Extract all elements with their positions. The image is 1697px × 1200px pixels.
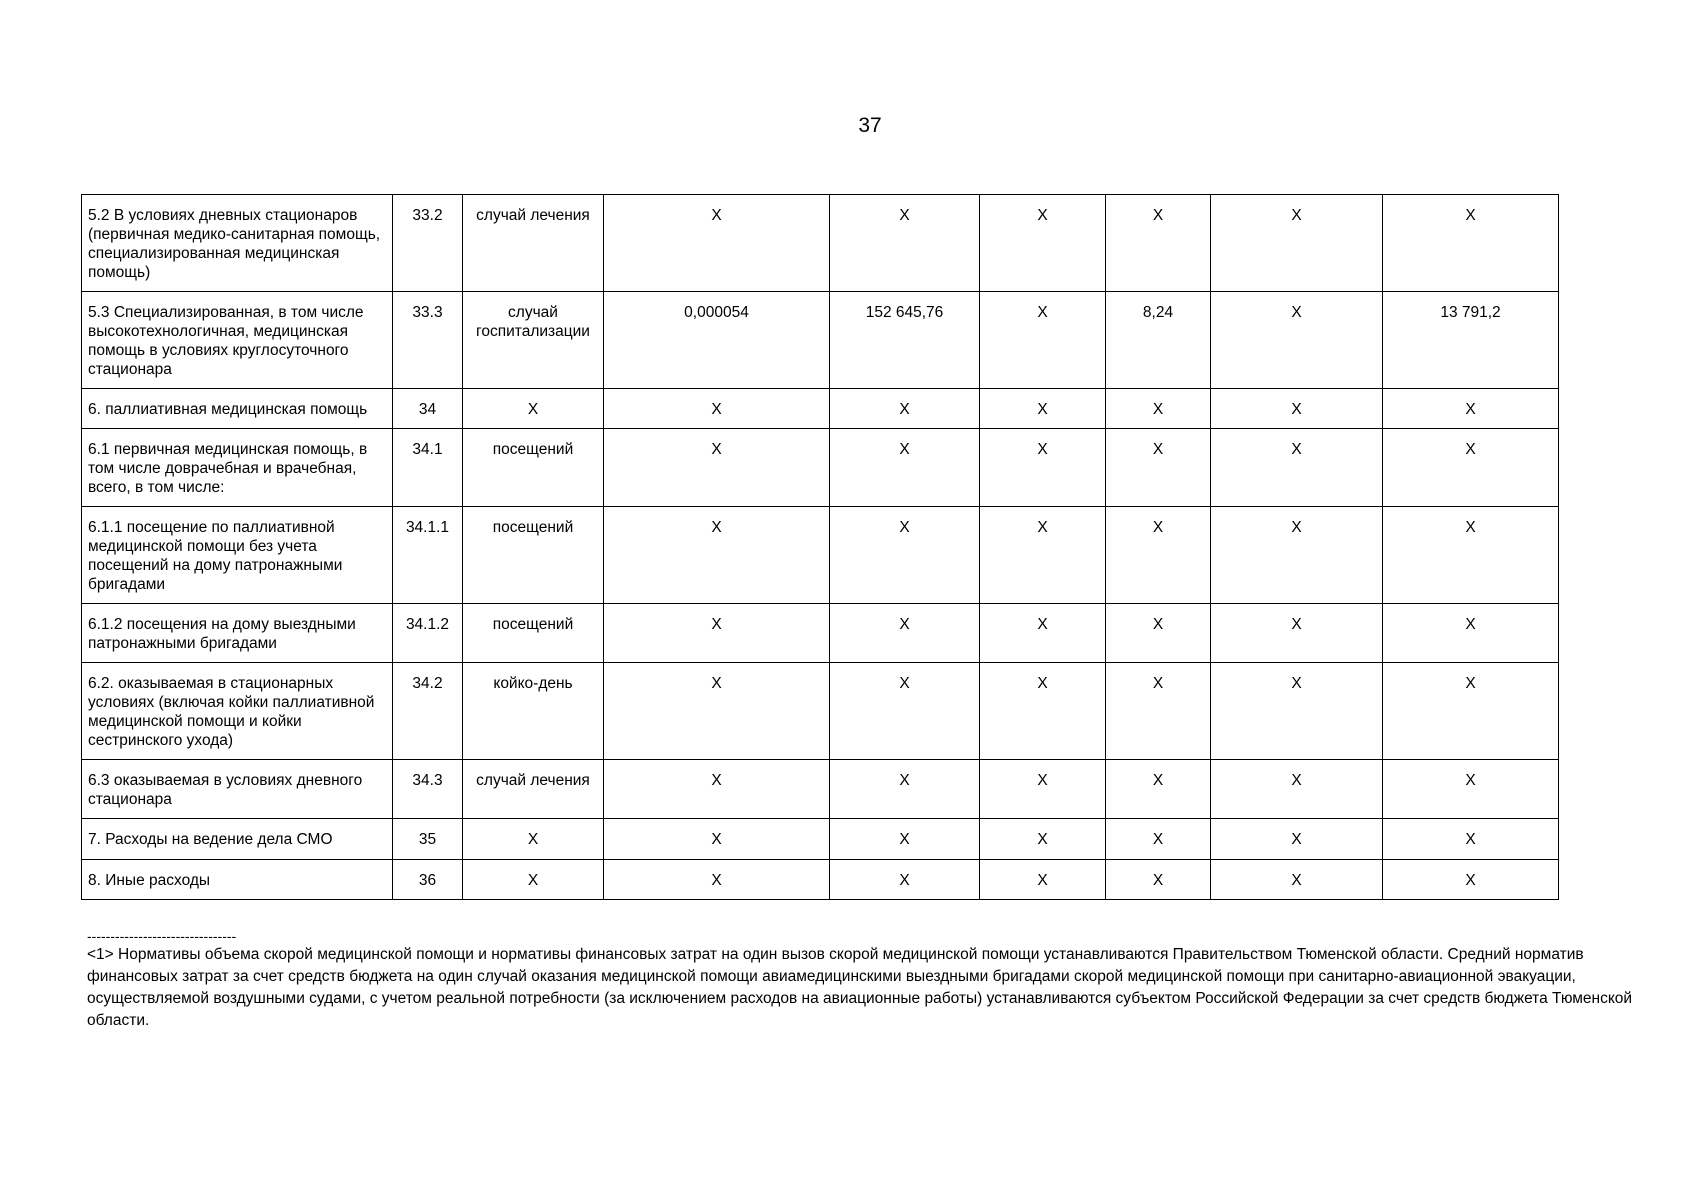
row-value-cell: X: [980, 507, 1106, 604]
table-row: [82, 389, 1559, 429]
row-value-cell: X: [830, 760, 980, 819]
row-value-cell: X: [980, 604, 1106, 663]
row-value-cell: X: [1383, 760, 1559, 819]
row-unit-cell: посещений: [463, 429, 604, 507]
row-code-cell: 33.3: [393, 292, 463, 389]
row-value-cell: X: [980, 389, 1106, 429]
row-unit-cell: койко-день: [463, 663, 604, 760]
row-code-cell: 36: [393, 860, 463, 900]
row-value-cell: X: [980, 760, 1106, 819]
row-value-cell: X: [1106, 819, 1211, 860]
row-value-cell: X: [830, 819, 980, 860]
row-value-cell: X: [1211, 507, 1383, 604]
table-row: [82, 819, 1559, 860]
row-value-cell: X: [604, 195, 830, 292]
table-row: [82, 195, 1559, 292]
row-name-cell: 6.1.2 посещения на дому выездными патронажными бригадами: [82, 604, 393, 663]
row-value-cell: X: [1106, 860, 1211, 900]
footnote-text: <1> Нормативы объема скорой медицинской помощи и нормативы финансовых затрат на один вызов скорой медицинской помощи устанавливаются Правительством Тюменской области. Средний норматив финансовых затрат за счет средств бюджета на один случай оказания медицинской помощи авиамедицинскими выездными бригадами скорой медицинской помощи при санитарно-авиационной эвакуации, осуществляемой воздушными судами, с учетом реальной потребности (за исключением расходов на авиационные работы) устанавливаются субъектом Российской Федерации за счет средств бюджета Тюменской области.: [87, 946, 1633, 1029]
row-value-cell: X: [1383, 604, 1559, 663]
row-unit-cell: случай лечения: [463, 760, 604, 819]
row-name-cell: 6.3 оказываемая в условиях дневного стационара: [82, 760, 393, 819]
row-name-cell: 5.2 В условиях дневных стационаров (первичная медико-санитарная помощь, специализированная медицинская помощь): [82, 195, 393, 292]
row-name-cell: 7. Расходы на ведение дела СМО: [82, 819, 393, 860]
row-value-cell: X: [830, 389, 980, 429]
table-row: [82, 292, 1559, 389]
row-value-cell: 152 645,76: [830, 292, 980, 389]
row-code-cell: 33.2: [393, 195, 463, 292]
row-value-cell: X: [1211, 604, 1383, 663]
row-value-cell: X: [980, 195, 1106, 292]
row-value-cell: X: [830, 663, 980, 760]
footnote: [87, 928, 1647, 1032]
row-value-cell: X: [1211, 389, 1383, 429]
footnote-separator: --------------------------------: [87, 928, 237, 944]
row-value-cell: X: [1106, 389, 1211, 429]
row-value-cell: X: [1211, 819, 1383, 860]
row-value-cell: X: [980, 429, 1106, 507]
row-value-cell: X: [604, 663, 830, 760]
row-code-cell: 35: [393, 819, 463, 860]
financing-norms-table: [81, 194, 1559, 900]
row-code-cell: 34.2: [393, 663, 463, 760]
row-value-cell: X: [1211, 760, 1383, 819]
row-value-cell: X: [980, 663, 1106, 760]
row-name-cell: 6. паллиативная медицинская помощь: [82, 389, 393, 429]
row-unit-cell: случай лечения: [463, 195, 604, 292]
row-value-cell: X: [604, 507, 830, 604]
row-unit-cell: случай госпитализации: [463, 292, 604, 389]
row-value-cell: X: [1106, 429, 1211, 507]
table-row: [82, 429, 1559, 507]
page-number: 37: [858, 114, 882, 137]
row-name-cell: 6.2. оказываемая в стационарных условиях (включая койки паллиативной медицинской помощи и койки сестринского ухода): [82, 663, 393, 760]
row-value-cell: X: [1106, 195, 1211, 292]
row-unit-cell: посещений: [463, 507, 604, 604]
table-row: [82, 760, 1559, 819]
row-value-cell: X: [830, 860, 980, 900]
row-value-cell: X: [980, 819, 1106, 860]
row-value-cell: X: [830, 604, 980, 663]
row-value-cell: X: [604, 819, 830, 860]
row-value-cell: X: [1211, 429, 1383, 507]
row-value-cell: X: [1211, 860, 1383, 900]
row-value-cell: X: [1211, 195, 1383, 292]
row-code-cell: 34.1: [393, 429, 463, 507]
row-value-cell: X: [604, 604, 830, 663]
table-row: [82, 663, 1559, 760]
row-value-cell: X: [980, 860, 1106, 900]
table-row: [82, 507, 1559, 604]
row-value-cell: X: [1383, 389, 1559, 429]
row-value-cell: X: [1383, 819, 1559, 860]
row-value-cell: X: [604, 429, 830, 507]
row-value-cell: X: [604, 389, 830, 429]
row-unit-cell: посещений: [463, 604, 604, 663]
row-value-cell: 0,000054: [604, 292, 830, 389]
row-name-cell: 6.1 первичная медицинская помощь, в том числе доврачебная и врачебная, всего, в том числе:: [82, 429, 393, 507]
row-value-cell: X: [830, 195, 980, 292]
row-value-cell: X: [604, 860, 830, 900]
row-unit-cell: X: [463, 389, 604, 429]
table-body: [82, 195, 1559, 900]
row-value-cell: 8,24: [1106, 292, 1211, 389]
row-value-cell: X: [1383, 429, 1559, 507]
row-value-cell: X: [1383, 860, 1559, 900]
table-row: [82, 860, 1559, 900]
row-value-cell: X: [830, 429, 980, 507]
row-value-cell: X: [1106, 604, 1211, 663]
row-unit-cell: X: [463, 860, 604, 900]
row-value-cell: X: [1106, 663, 1211, 760]
row-name-cell: 8. Иные расходы: [82, 860, 393, 900]
row-value-cell: X: [1106, 760, 1211, 819]
row-value-cell: X: [1383, 507, 1559, 604]
row-value-cell: X: [1211, 292, 1383, 389]
row-value-cell: X: [1383, 663, 1559, 760]
row-value-cell: X: [604, 760, 830, 819]
row-value-cell: X: [830, 507, 980, 604]
row-value-cell: X: [1211, 663, 1383, 760]
row-value-cell: X: [980, 292, 1106, 389]
row-value-cell: 13 791,2: [1383, 292, 1559, 389]
row-unit-cell: X: [463, 819, 604, 860]
row-code-cell: 34: [393, 389, 463, 429]
row-value-cell: X: [1106, 507, 1211, 604]
row-name-cell: 6.1.1 посещение по паллиативной медицинской помощи без учета посещений на дому патронажными бригадами: [82, 507, 393, 604]
row-value-cell: X: [1383, 195, 1559, 292]
row-code-cell: 34.1.1: [393, 507, 463, 604]
row-code-cell: 34.3: [393, 760, 463, 819]
row-name-cell: 5.3 Специализированная, в том числе высокотехнологичная, медицинская помощь в условиях круглосуточного стационара: [82, 292, 393, 389]
row-code-cell: 34.1.2: [393, 604, 463, 663]
table-row: [82, 604, 1559, 663]
